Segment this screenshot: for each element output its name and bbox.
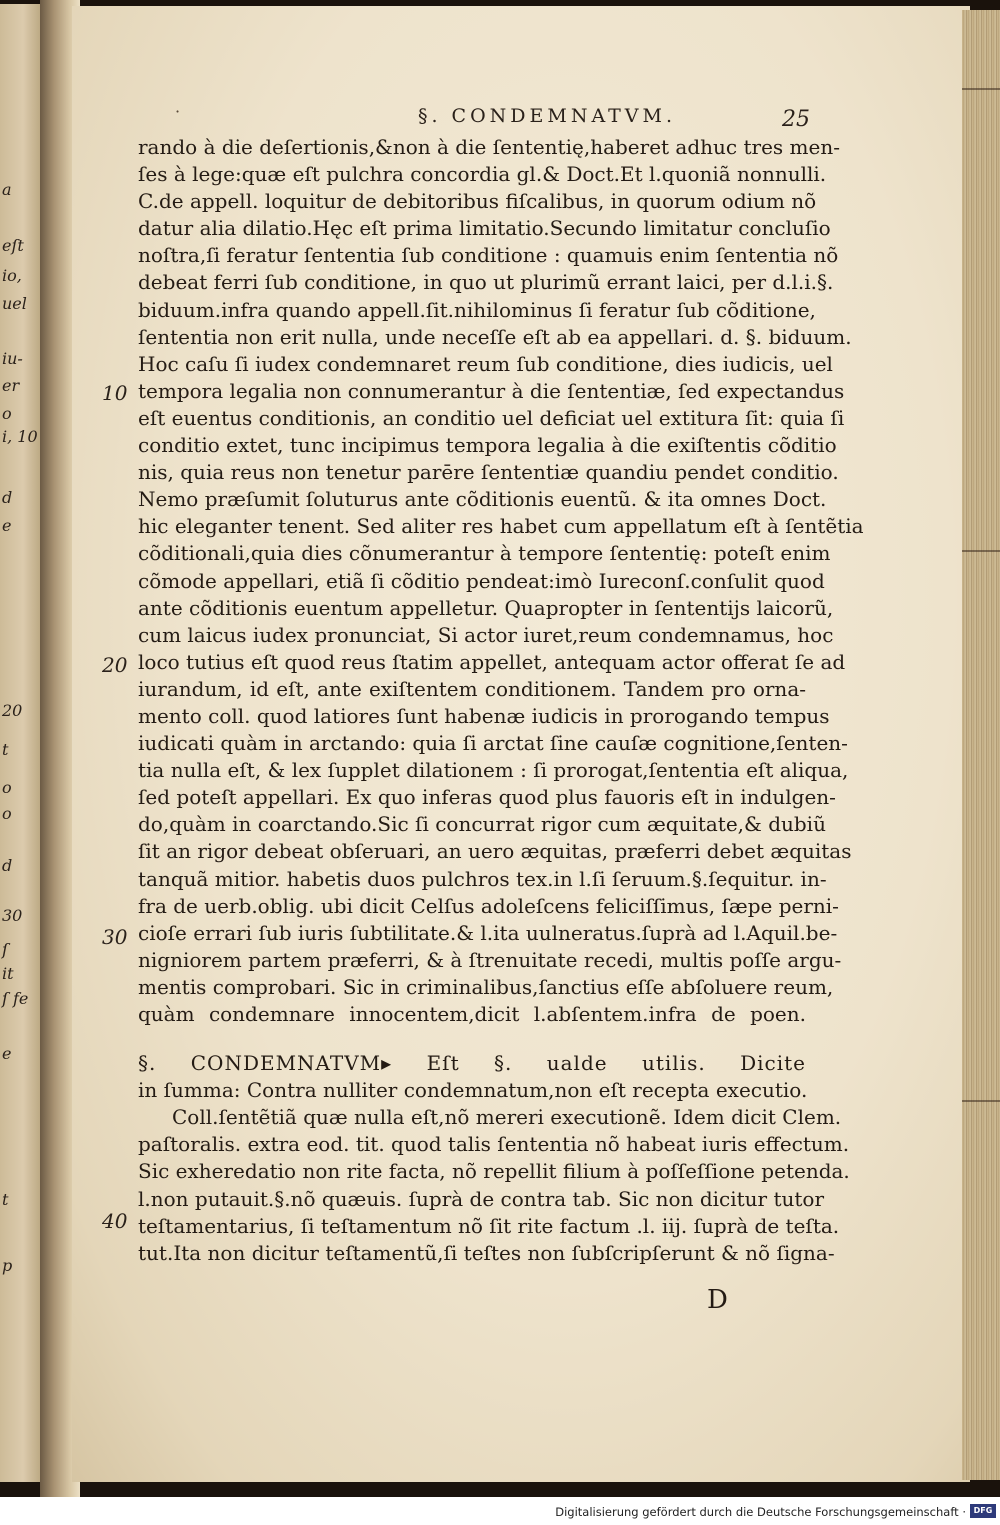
text-line: Sic exheredatio non rite facta, nõ repellit filium à poſſeſſione petenda. — [138, 1159, 850, 1184]
funding-credit: Digitalisierung gefördert durch die Deutsche Forschungsgemeinschaft · — [555, 1505, 966, 1519]
left-page-mark: t — [2, 740, 9, 759]
text-line: ſes à lege:quæ eſt pulchra concordia gl.& Doct.Et l.quoniã nonnulli. — [138, 162, 827, 187]
text-line: ſententia non erit nulla, unde neceſſe eſt ab ea appellari. d. §. biduum. — [138, 324, 852, 349]
text-line: Coll.ſentẽtiã quæ nulla eſt,nõ mereri executionẽ. Idem dicit Clem. — [172, 1105, 842, 1130]
text-line: cioſe errari ſub iuris ſubtilitate.& l.ita uulneratus.ſuprà ad l.Aquil.be- — [138, 920, 838, 945]
text-line: biduum.infra quando appell.ſit.nihilominus ſi feratur ſub cõditione, — [138, 297, 816, 322]
left-page-mark: iu- — [2, 349, 23, 368]
page-number: 25 — [782, 107, 810, 132]
text-line: hic eleganter tenent. Sed aliter res habet cum appellatum eſt à ſentẽtia — [138, 514, 864, 539]
text-line: tempora legalia non connumerantur à die ſententiæ, ſed expectandus — [138, 378, 845, 403]
left-page-mark: o — [2, 804, 12, 823]
left-page-mark: o — [2, 404, 12, 423]
text-line: debeat ferri ſub conditione, in quo ut plurimũ errant laici, per d.l.i.§. — [138, 270, 834, 295]
line-number: 30 — [102, 925, 128, 949]
left-page-mark: e — [2, 1044, 12, 1063]
text-line: C.de appell. loquitur de debitoribus fiſcalibus, in quorum odium nõ — [138, 189, 817, 214]
left-page-mark: 30 — [2, 906, 23, 925]
text-line: noſtra,ſi feratur ſententia ſub conditione : quamuis enim ſententia nõ — [138, 243, 839, 268]
left-page-mark: p — [2, 1256, 13, 1275]
left-page-mark: 20 — [2, 701, 23, 720]
text-line: tanquã mitior. habetis duos pulchros tex.in l.ſi ſeruum.§.ſequitur. in- — [138, 866, 827, 891]
text-line: conditio extet, tunc incipimus tempora legalia à die exiſtentis cõditio — [138, 433, 837, 458]
text-line: mentis comprobari. Sic in criminalibus,ſanctius eſſe abſoluere reum, — [138, 974, 834, 999]
text-line: cõmode appellari, etiã ſi cõditio pendeat:imò Iureconſ.conſulit quod — [138, 568, 825, 593]
left-page-mark: e — [2, 516, 12, 535]
left-page-mark: a — [2, 180, 12, 199]
text-line: nigniorem partem præferri, & à ſtrenuitate recedi, multis poſſe argu- — [138, 947, 842, 972]
text-line: quàm condemnare innocentem,dicit l.abſentem.infra de poen. — [138, 1002, 806, 1026]
text-line: teſtamentarius, ſi teſtamentum nõ ſit rite factum .l. iij. ſuprà de teſta. — [138, 1213, 840, 1238]
left-page-mark: i, 10 — [2, 427, 38, 446]
left-page-mark: ſ fe — [2, 989, 29, 1008]
line-number: 10 — [102, 381, 128, 405]
text-line: eſt euentus conditionis, an conditio uel deficiat uel extitura ſit: quia ſi — [138, 405, 845, 430]
footer-bar — [0, 1497, 1000, 1525]
text-line: Nemo præſumit ſoluturus ante cõditionis euentũ. & ita omnes Doct. — [138, 487, 827, 512]
text-line: in ſumma: Contra nulliter condemnatum,non eſt recepta executio. — [138, 1078, 808, 1103]
running-head: §. CONDEMNATVM. — [417, 105, 677, 127]
text-line: cum laicus iudex pronunciat, Si actor iuret,reum condemnamus, hoc — [138, 622, 834, 647]
main-text — [138, 134, 864, 1267]
left-page-mark: t — [2, 1190, 9, 1209]
left-page-mark: it — [2, 964, 14, 983]
left-page-mark: ſ — [2, 940, 8, 959]
page-header — [140, 97, 820, 131]
text-line: l.non putauit.§.nõ quæuis. ſuprà de contra tab. Sic non dicitur tutor — [138, 1186, 825, 1211]
text-line: fra de uerb.oblig. ubi dicit Celſus adoleſcens feliciſſimus, ſæpe perni- — [138, 893, 839, 918]
text-line: tia nulla eſt, & lex ſupplet dilationem : ſi prorogat,ſententia eſt aliqua, — [138, 758, 849, 783]
page-edges — [962, 10, 1000, 1480]
text-line: ante cõditionis euentum appelletur. Quapropter in ſententijs laicorũ, — [138, 595, 834, 620]
text-line: paſtoralis. extra eod. tit. quod talis ſententia nõ habeat iuris effectum. — [138, 1132, 850, 1157]
edge-line — [962, 550, 1000, 552]
edge-line — [962, 1100, 1000, 1102]
text-line: ſed poteſt appellari. Ex quo inferas quod plus fauoris eſt in indulgen- — [138, 785, 836, 810]
left-page-mark: d — [2, 856, 13, 875]
line-number: 40 — [102, 1209, 128, 1233]
text-line: cõditionali,quia dies cõnumerantur à tempore ſententię: poteſt enim — [138, 541, 831, 566]
text-line: mento coll. quod latiores ſunt habenæ iudicis in prorogando tempus — [138, 703, 830, 728]
left-page-edge — [0, 4, 42, 1482]
text-line: datur alia dilatio.Hęc eſt prima limitatio.Secundo limitatur concluſio — [138, 216, 831, 241]
dfg-logo-icon: DFG — [970, 1504, 996, 1518]
text-line: ſit an rigor debeat obſeruari, an uero æquitas, præferri debet æquitas — [138, 839, 852, 864]
left-page-mark: uel — [2, 294, 27, 313]
left-page-mark: er — [2, 376, 20, 395]
text-line: do,quàm in coarctando.Sic ſi concurrat rigor cum æquitate,& dubiũ — [138, 812, 826, 837]
left-page-mark: io, — [2, 266, 22, 285]
text-line: iurandum, id eſt, ante exiſtentem conditionem. Tandem pro orna- — [138, 676, 806, 701]
text-line: iudicati quàm in arctando: quia ſi arctat ſine cauſæ cognitione,ſenten- — [138, 731, 848, 756]
signature-mark: D — [707, 1285, 728, 1315]
text-line: loco tutius eſt quod reus ſtatim appellet, antequam actor offerat ſe ad — [138, 649, 846, 674]
left-page-mark: o — [2, 778, 12, 797]
line-number: 20 — [102, 653, 128, 677]
edge-line — [962, 88, 1000, 90]
text-line: nis, quia reus non tenetur parēre ſententiæ quandiu pendet conditio. — [138, 460, 839, 485]
paragraph-gap — [138, 1028, 806, 1050]
section-heading-line: §. CONDEMNATVM▸ Eſt §. ualde utilis. Dicite — [138, 1051, 806, 1076]
text-line: rando à die deſertionis,&non à die ſententię,haberet adhuc tres men- — [138, 135, 840, 159]
header-dot: · — [175, 102, 181, 121]
text-line: tut.Ita non dicitur teſtamentũ,ſi teſtes non ſubſcripſerunt & nõ ſigna- — [138, 1240, 835, 1265]
left-page-mark: eſt — [2, 236, 24, 255]
left-page-mark: d — [2, 488, 13, 507]
text-line: Hoc caſu ſi iudex condemnaret reum ſub conditione, dies iudicis, uel — [138, 351, 833, 376]
